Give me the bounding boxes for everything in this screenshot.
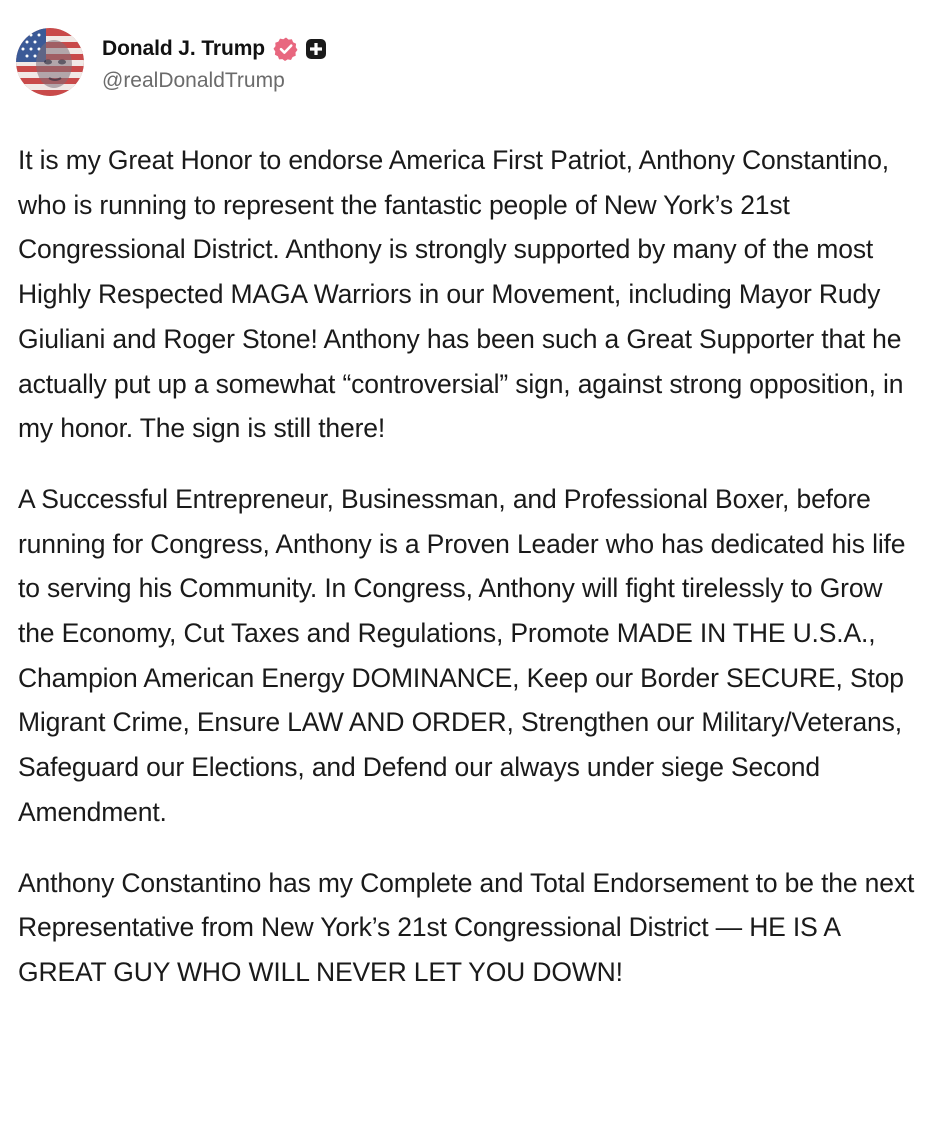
plus-badge-icon <box>305 38 327 60</box>
author-identity <box>102 31 327 93</box>
author-name-row <box>102 31 327 67</box>
post-paragraph: A Successful Entrepreneur, Businessman, and Professional Boxer, before running for Congress, Anthony is a Proven Leader who has dedicated his life to serving his Community. In Congress, Anthony will fight tirelessly to Grow the Economy, Cut Taxes and Regulations, Promote MADE IN THE U.S.A., Champion American Energy DOMINANCE, Keep our Border SECURE, Stop Migrant Crime, Ensure LAW AND ORDER, Strengthen our Military/Veterans, Safeguard our Elections, and Defend our always under siege Second Amendment. <box>18 483 906 827</box>
verified-badge-icon <box>273 36 299 62</box>
post-paragraph: Anthony Constantino has my Complete and Total Endorsement to be the next Representative from New York’s 21st Congressional District — HE IS A GREAT GUY WHO WILL NEVER LET YOU DOWN! <box>18 867 915 987</box>
post-body <box>18 138 918 995</box>
flag-portrait-avatar-icon <box>16 28 84 96</box>
post-paragraph: It is my Great Honor to endorse America First Patriot, Anthony Constantino, who is running to represent the fantastic people of New York’s 21st Congressional District. Anthony is strongly supported by many of the most Highly Respected MAGA Warriors in our Movement, including Mayor Rudy Giuliani and Roger Stone! Anthony has been such a Great Supporter that he actually put up a somewhat “controversial” sign, against strong opposition, in my honor. The sign is still there! <box>18 145 904 444</box>
author-display-name[interactable]: Donald J. Trump <box>102 37 266 60</box>
avatar[interactable] <box>16 28 84 96</box>
author-handle[interactable]: @realDonaldTrump <box>102 69 285 92</box>
post-header <box>16 26 327 98</box>
